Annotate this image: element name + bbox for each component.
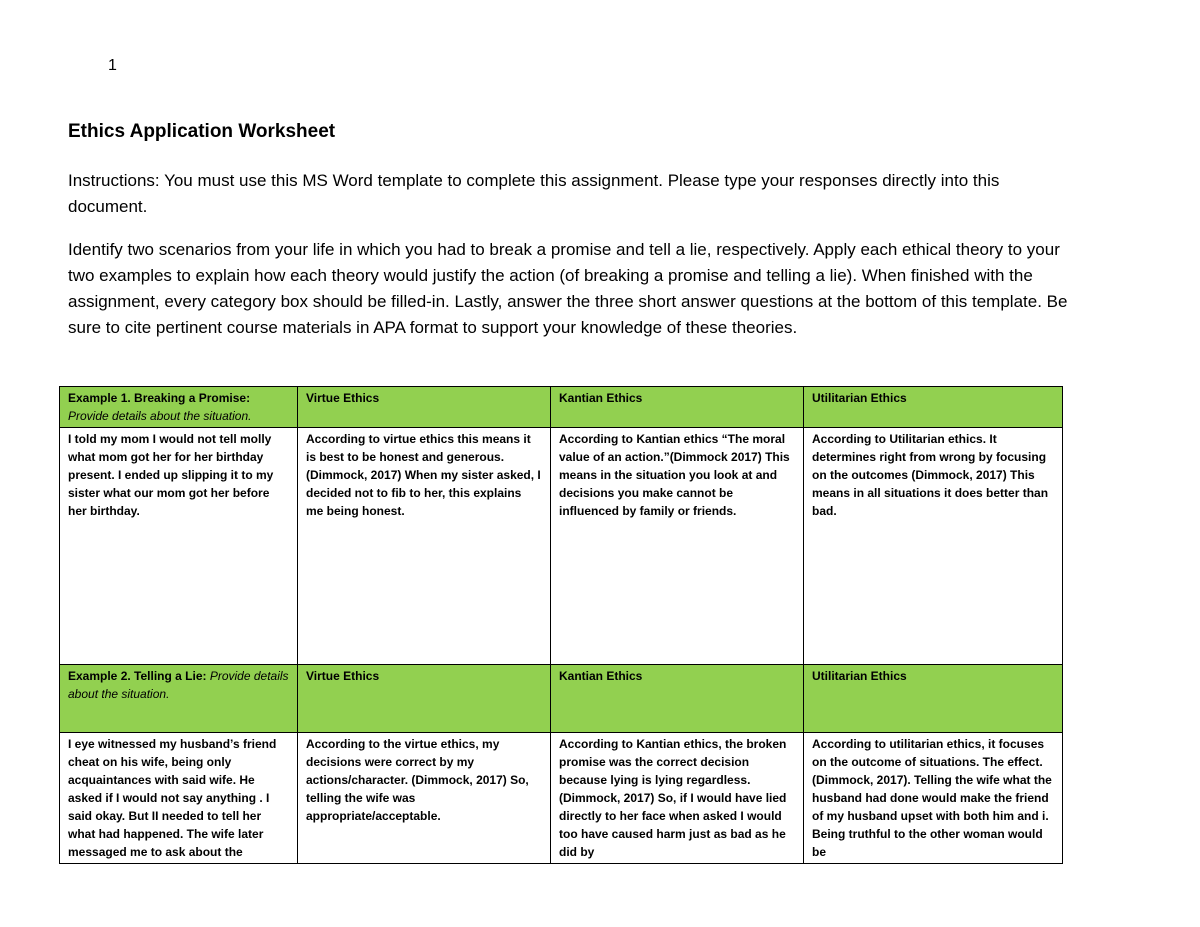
example2-virtue-cell[interactable]: According to the virtue ethics, my decisions were correct by my actions/character. (Dimmock, 2017) So, telling the wife was appropriate/acceptable. [298,733,551,864]
example1-kantian-header: Kantian Ethics [551,387,804,428]
example1-response-row [60,428,1063,665]
example1-utilitarian-cell[interactable]: According to Utilitarian ethics. It determines right from wrong by focusing on the outcomes (Dimmock, 2017) This means in all situations it does better than bad. [804,428,1063,665]
example1-header-row [60,387,1063,428]
example2-sublabel: Provide details about the situation. [68,669,289,701]
example1-utilitarian-header: Utilitarian Ethics [804,387,1063,428]
example2-kantian-header: Kantian Ethics [551,665,804,733]
example2-header-row [60,665,1063,733]
instructions-paragraph: Instructions: You must use this MS Word template to complete this assignment. Please type your responses directly into this document. [68,171,1000,216]
example2-label-cell [60,665,298,733]
example1-label-cell [60,387,298,428]
example2-label: Example 2. Telling a Lie: [68,669,207,683]
example1-label: Example 1. Breaking a Promise: [68,391,251,405]
assignment-prompt-paragraph: Identify two scenarios from your life in which you had to break a promise and tell a lie, respectively. Apply each ethical theory to your two examples to explain how each theory would justify the action (of breaking a promise and telling a lie). When finished with the assignment, every category box should be filled-in. Lastly, answer the three short answer questions at the bottom of this template. Be sure to cite pertinent course materials in APA format to support your knowledge of these theories. [68,240,1068,337]
example1-virtue-cell[interactable]: According to virtue ethics this means it is best to be honest and generous. (Dimmock, 2017) When my sister asked, I decided not to fib to her, this explains me being honest. [298,428,551,665]
example2-situation-cell[interactable]: I eye witnessed my husband’s friend cheat on his wife, being only acquaintances with said wife. He asked if I would not say anything . I said okay. But II needed to tell her what had happened. The wife later messaged me to ask about the [60,733,298,864]
example2-utilitarian-header: Utilitarian Ethics [804,665,1063,733]
document-title: Ethics Application Worksheet [68,121,336,142]
example2-utilitarian-cell[interactable]: According to utilitarian ethics, it focuses on the outcome of situations. The effect. (Dimmock, 2017). Telling the wife what the husband had done would make the friend of my husband upset with both him and i. Being truthful to the other woman would be [804,733,1063,864]
example1-sublabel: Provide details about the situation. [68,409,252,423]
example1-virtue-header: Virtue Ethics [298,387,551,428]
example1-situation-cell[interactable]: I told my mom I would not tell molly what mom got her for her birthday present. I ended up slipping it to my sister what our mom got her before her birthday. [60,428,298,665]
example2-response-row [60,733,1063,864]
ethics-worksheet-table [59,386,1063,864]
example2-virtue-header: Virtue Ethics [298,665,551,733]
example2-kantian-cell[interactable]: According to Kantian ethics, the broken promise was the correct decision because lying is lying regardless. (Dimmock, 2017) So, if I would have lied directly to her face when asked I would too have caused harm just as bad as he did by [551,733,804,864]
example1-kantian-cell[interactable]: According to Kantian ethics “The moral value of an action.”(Dimmock 2017) This means in the situation you look at and decisions you make cannot be influenced by family or friends. [551,428,804,665]
page-number: 1 [108,57,117,74]
